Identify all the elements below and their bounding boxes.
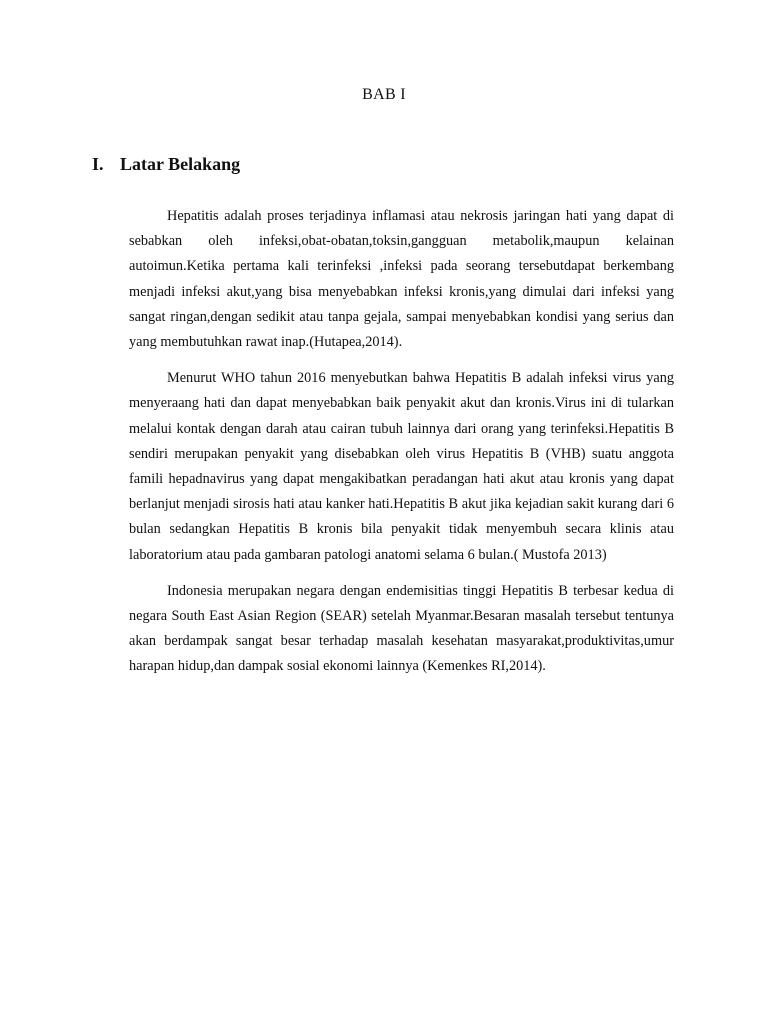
body-text xyxy=(129,204,674,691)
chapter-title: BAB I xyxy=(362,86,406,103)
section-title: Latar Belakang xyxy=(120,154,241,174)
paragraph-3: Indonesia merupakan negara dengan endemisitias tinggi Hepatitis B terbesar kedua di negara South East Asian Region (SEAR) setelah Myanmar.Besaran masalah tersebut tentunya akan berdampak sangat besar terhadap masalah kesehatan masyarakat,produktivitas,umur harapan hidup,dan dampak sosial ekonomi lainnya (Kemenkes RI,2014). xyxy=(129,582,674,675)
section-number: I. xyxy=(92,154,104,174)
section-heading xyxy=(92,154,240,175)
paragraph-1: Hepatitis adalah proses terjadinya inflamasi atau nekrosis jaringan hati yang dapat di sebabkan oleh infeksi,obat-obatan,toksin,gangguan metabolik,maupun kelainan autoimun.Ketika pertama kali terinfeksi ,infeksi pada seorang tersebutdapat berkembang menjadi infeksi akut,yang bisa menyebabkan infeksi kronis,yang dimulai dari infeksi yang sangat ringan,dengan sedikit atau tanpa gejala, sampai menyebabkan kondisi yang serius dan yang membutuhkan rawat inap.(Hutapea,2014). xyxy=(129,208,674,351)
paragraph-2: Menurut WHO tahun 2016 menyebutkan bahwa Hepatitis B adalah infeksi virus yang menyeraang hati dan dapat menyebabkan baik penyakit akut dan kronis.Virus ini di tularkan melalui kontak dengan darah atau cairan tubuh lainnya dari orang yang terinfeksi.Hepatitis B sendiri merupakan penyakit yang disebabkan oleh virus Hepatitis B (VHB) suatu anggota famili hepadnavirus yang dapat mengakibatkan peradangan hati akut atau kronis yang dapat berlanjut menjadi sirosis hati atau kanker hati.Hepatitis B akut jika kejadian sakit kurang dari 6 bulan sedangkan Hepatitis B kronis bila penyakit tidak menyembuh secara klinis atau laboratorium atau pada gambaran patologi anatomi selama 6 bulan.( Mustofa 2013) xyxy=(129,370,674,563)
